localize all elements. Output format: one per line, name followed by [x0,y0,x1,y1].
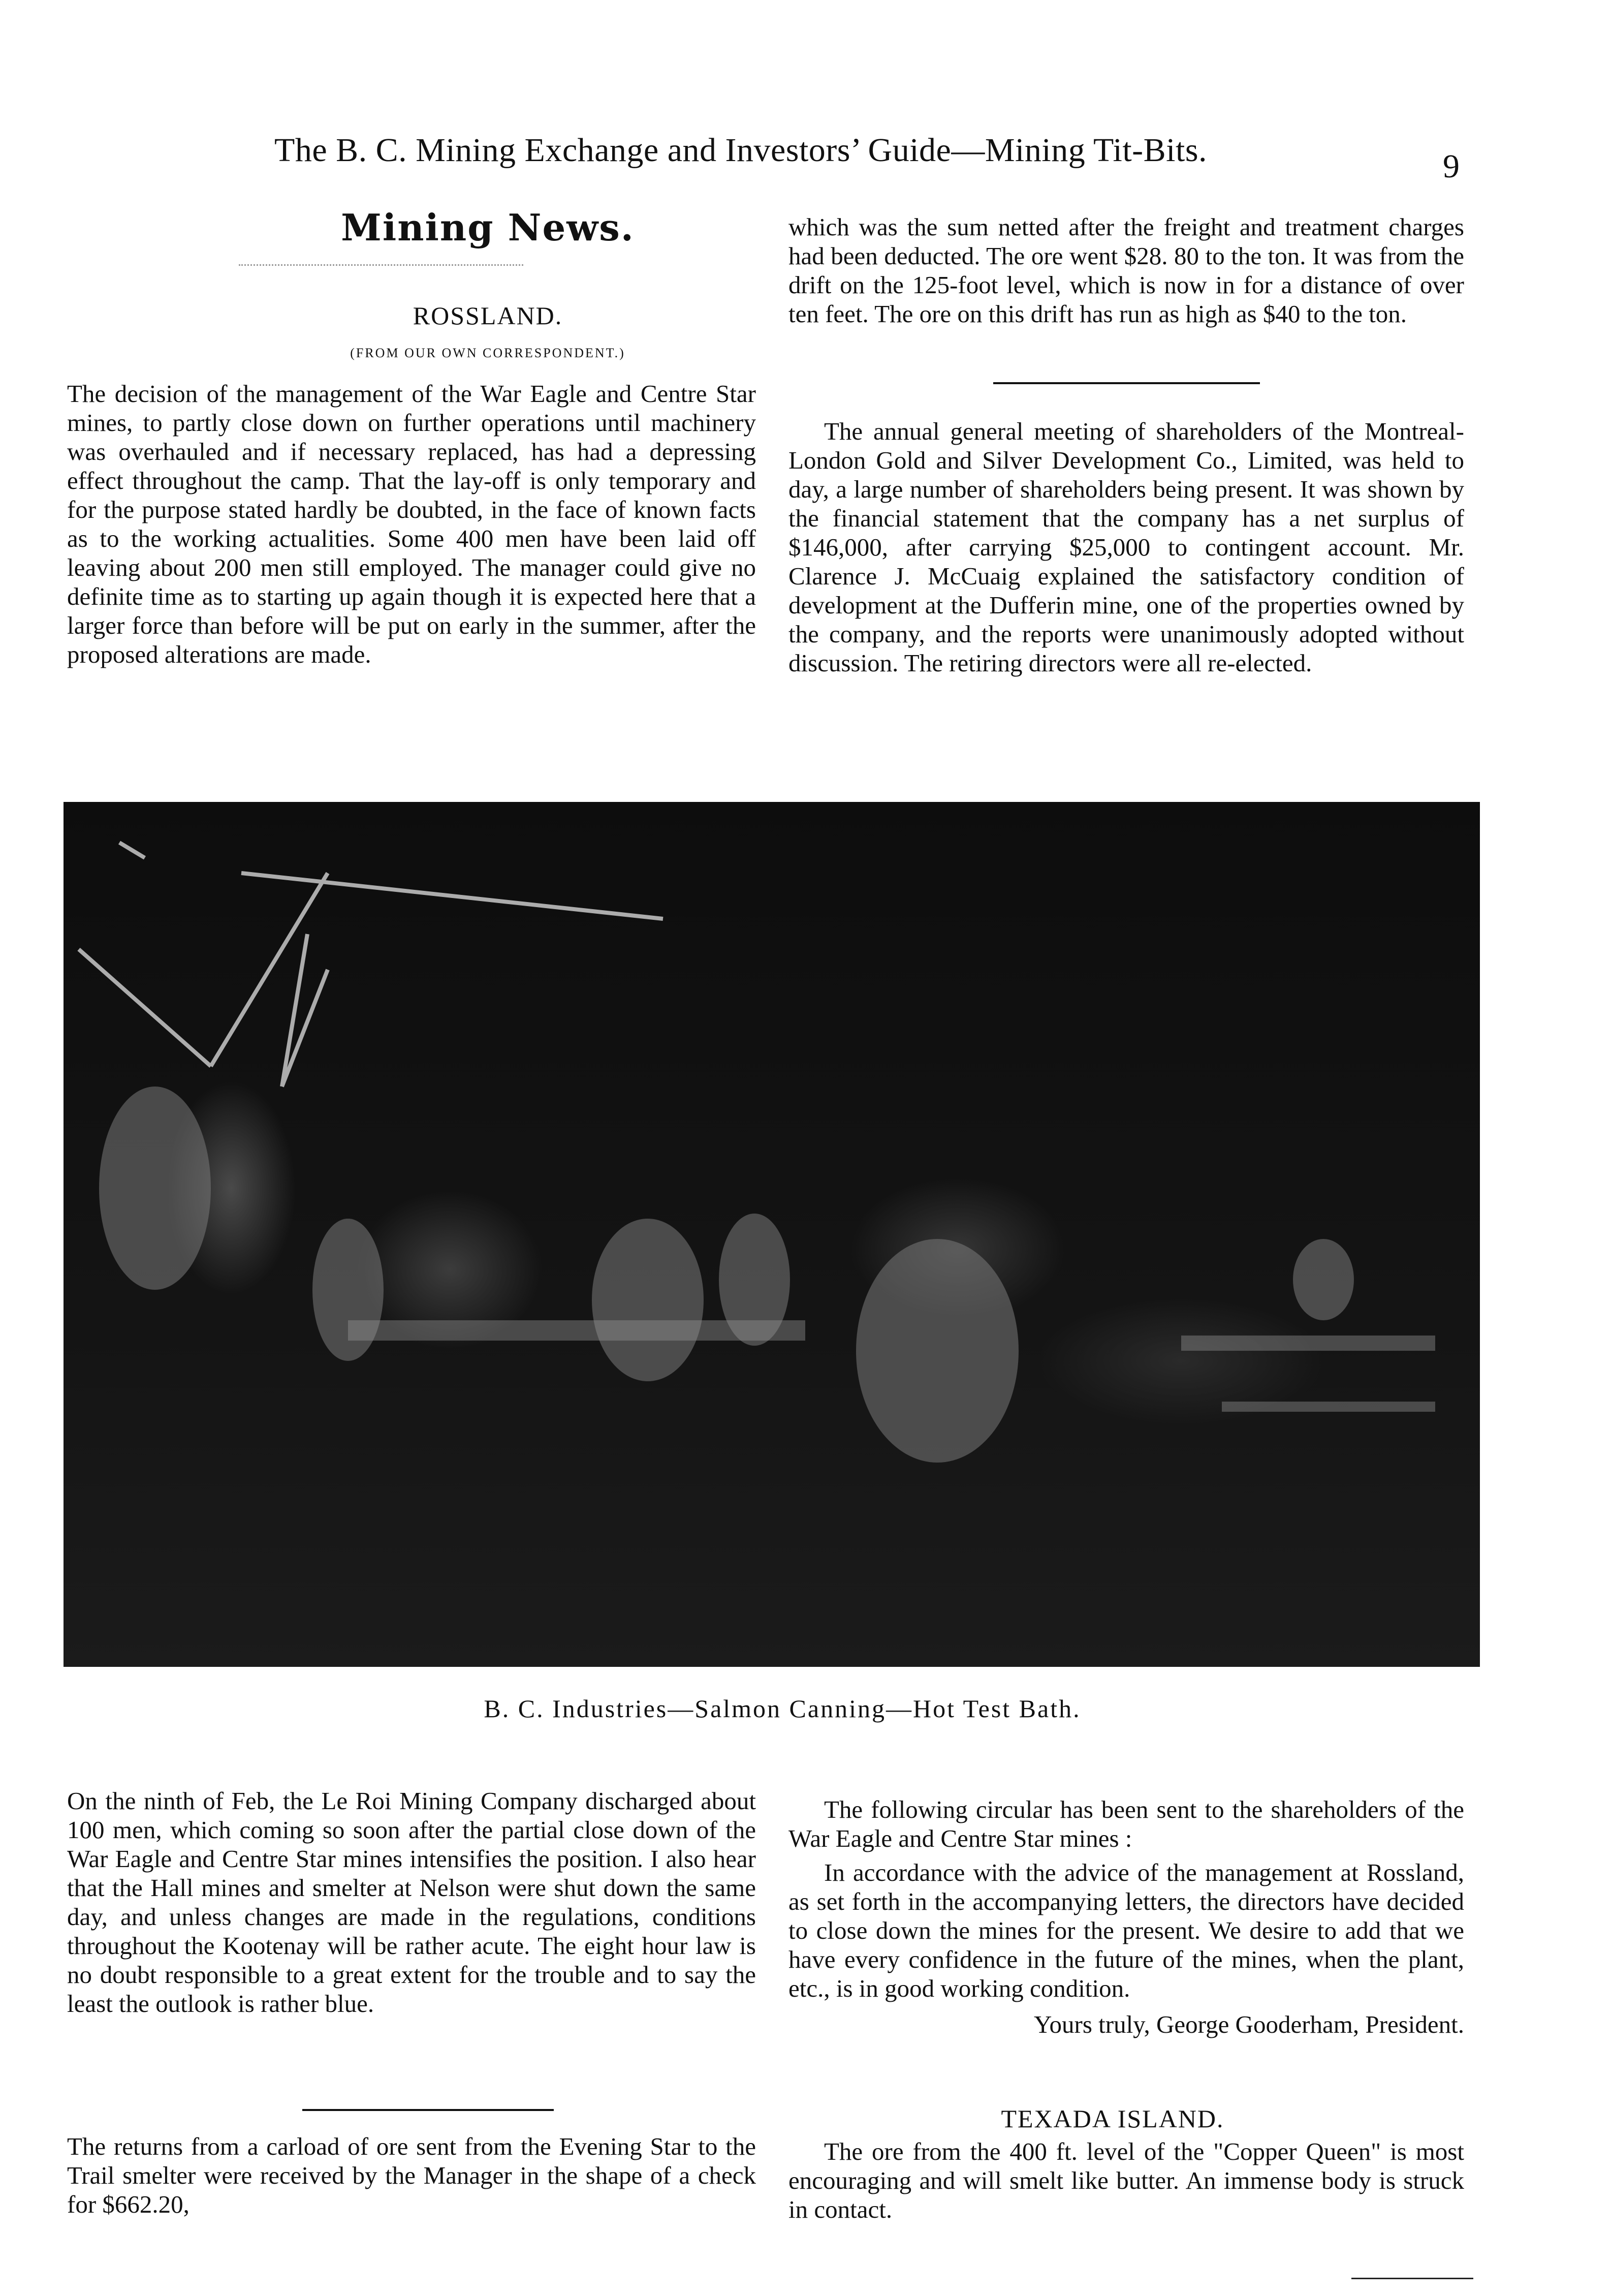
texada-subhead: TEXADA ISLAND. [1001,2104,1224,2133]
paragraph: On the ninth of Feb, the Le Roi Mining Company discharged about 100 men, which coming so soon after the partial close down of the War Eagle and Centre Star mines intensifies the position. I also hear that the Hall mines and smelter at Nelson were shut down the same day, and unless changes are made in the regulations, conditions throughout the Kootenay will be rather acute. The eight hour law is no doubt responsible to a great extent for the trouble and to say the least the outlook is rather blue. [67,1787,756,2018]
dotted-divider [239,264,523,266]
paragraph: In accordance with the advice of the management at Rossland, as set forth in the accompanying letters, the directors have decided to close down the mines for the present. We desire to add that we have every confidence in the future of the mines, when the plant, etc., is in good working condition. [788,1858,1464,2002]
photo-caption: B. C. Industries—Salmon Canning—Hot Test Bath. [484,1694,1081,1723]
texada-article [788,2137,1464,2224]
running-header: The B. C. Mining Exchange and Investors’ Guide—Mining Tit-Bits. [274,132,1208,169]
paragraph: The annual general meeting of shareholders of the Montreal-London Gold and Silver Development Co., Limited, was held to day, a large number of shareholders being present. It was shown by the financial statement that the company has a net surplus of $146,000, after carrying $25,000 to contingent account. Mr. Clarence J. McCuaig explained the satisfactory condition of development at the Dufferin mine, one of the properties owned by the company, and the reports were unanimously adopted without discussion. The retiring directors were all re-elected. [788,417,1464,677]
photo-texture [64,802,1480,1667]
correspondent-byline: (FROM OUR OWN CORRESPONDENT.) [350,346,625,360]
montreal-london-article [788,417,1464,677]
rossland-article [67,379,756,669]
column-rule [993,382,1260,384]
signature: Yours truly, George Gooderham, President. [1034,2010,1464,2038]
column-rule [302,2109,554,2111]
paragraph: The following circular has been sent to the shareholders of the War Eagle and Centre Star mines : [788,1795,1464,1852]
rossland-subhead: ROSSLAND. [413,301,563,330]
footer-rule [1351,2278,1473,2279]
paragraph: The decision of the management of the War Eagle and Centre Star mines, to partly close down on further operations until machinery was overhauled and if necessary replaced, has had a depressing effect throughout the camp. That the lay-off is only temporary and for the purpose stated hardly be doubted, in the face of known facts as to the working actualities. Some 400 men have been laid off leaving about 200 men still employed. The manager could give no definite time as to starting up again though it is expected here that a larger force than before will be put on early in the summer, after the proposed alterations are made. [67,380,756,668]
salmon-canning-photo [64,802,1480,1667]
page-number: 9 [1443,148,1460,185]
war-eagle-circular [788,1795,1464,2039]
paragraph: The returns from a carload of ore sent from the Evening Star to the Trail smelter were received by the Manager in the shape of a check for $662.20, [67,2132,756,2218]
paragraph: which was the sum netted after the freight and treatment charges had been deducted. The ore went $28. 80 to the ton. It was from the drift on the 125-foot level, which is now in for a distance of over ten feet. The ore on this drift has run as high as $40 to the ton. [788,213,1464,328]
le-roi-article [67,1786,756,2018]
evening-star-article [67,2132,756,2219]
paragraph: The ore from the 400 ft. level of the "Copper Queen" is most encouraging and will smelt like butter. An immense body is struck in contact. [788,2137,1464,2223]
evening-star-continued [788,212,1464,328]
section-title: Mining News. [341,206,635,249]
